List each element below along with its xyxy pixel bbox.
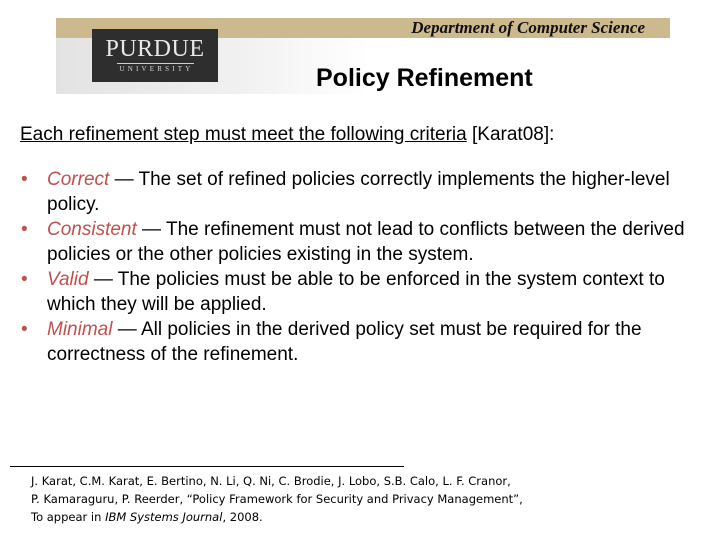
logo-wordmark: PURDUE <box>105 36 205 62</box>
purdue-logo <box>92 29 218 82</box>
criteria-description: — All policies in the derived policy set must be required for the correctness of the refinement. <box>47 319 642 365</box>
reference-citation <box>31 472 691 526</box>
bullet-icon: • <box>21 219 28 240</box>
reference-line-2: P. Kamaraguru, P. Reerder, “Policy Framework for Security and Privacy Management”, <box>31 492 523 506</box>
criteria-item-valid <box>19 267 699 317</box>
intro-underlined-text: Each refinement step must meet the following criteria <box>20 124 467 145</box>
intro-sentence <box>20 123 554 147</box>
bullet-icon: • <box>21 269 28 290</box>
criteria-term: Consistent <box>47 219 137 240</box>
criteria-description: — The set of refined policies correctly implements the higher-level policy. <box>47 169 670 215</box>
criteria-term: Valid <box>47 269 89 290</box>
criteria-term: Correct <box>47 169 110 190</box>
slide-title: Policy Refinement <box>316 64 533 92</box>
reference-journal: IBM Systems Journal <box>105 510 223 524</box>
criteria-term: Minimal <box>47 319 113 340</box>
criteria-item-minimal <box>19 317 699 367</box>
bullet-icon: • <box>21 169 28 190</box>
reference-prefix: To appear in <box>31 510 106 524</box>
bullet-icon: • <box>21 319 28 340</box>
criteria-description: — The refinement must not lead to conflicts between the derived policies or the other policies existing in the system. <box>47 219 685 265</box>
reference-suffix: , 2008. <box>222 510 263 524</box>
criteria-item-consistent <box>19 217 699 267</box>
criteria-list <box>19 167 699 367</box>
reference-line-1: J. Karat, C.M. Karat, E. Bertino, N. Li, Q. Ni, C. Brodie, J. Lobo, S.B. Calo, L. F. Cranor, <box>31 474 511 488</box>
department-label: Department of Computer Science <box>411 18 645 37</box>
reference-divider <box>10 466 404 467</box>
criteria-description: — The policies must be able to be enforced in the system context to which they will be applied. <box>47 269 665 315</box>
criteria-item-correct <box>19 167 699 217</box>
reference-line-3 <box>31 508 691 526</box>
logo-subtitle: UNIVERSITY <box>117 63 194 74</box>
intro-citation: [Karat08]: <box>466 124 555 145</box>
